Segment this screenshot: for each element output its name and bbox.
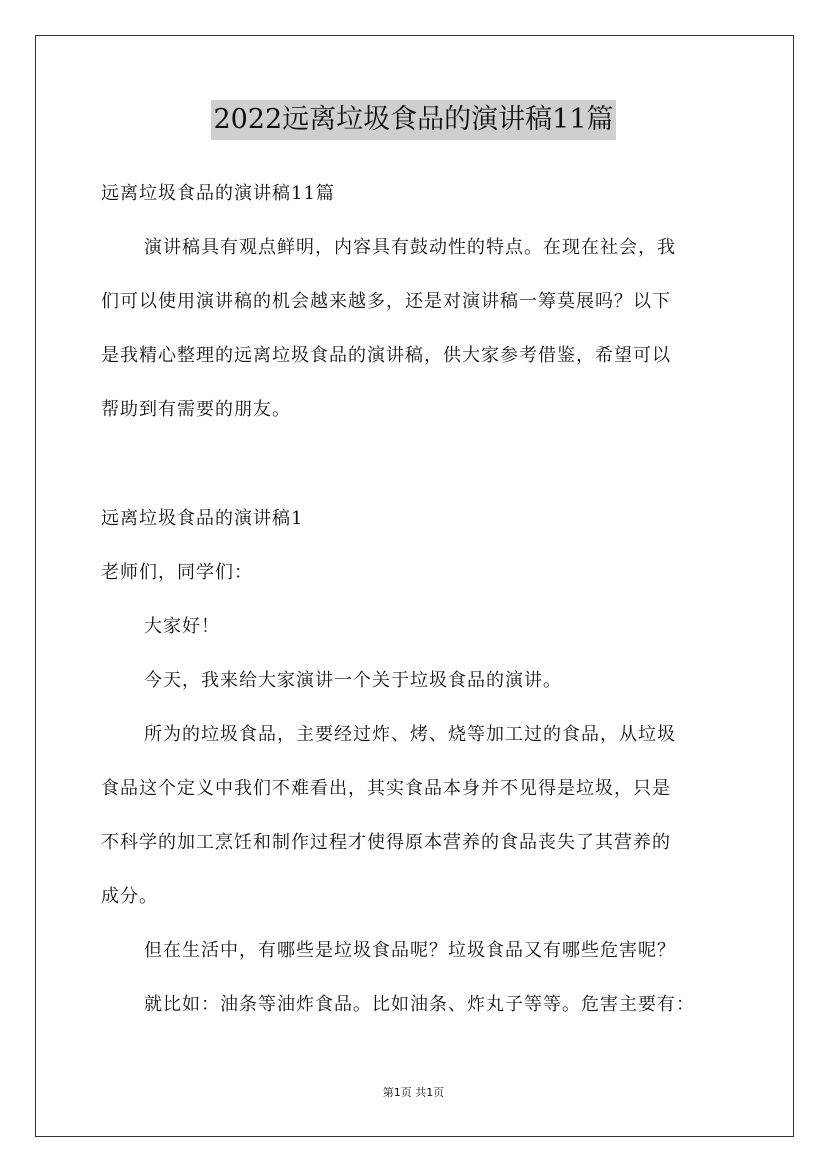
subtitle-line: 远离垃圾食品的演讲稿11篇: [101, 183, 335, 204]
paragraph-line: 食品这个定义中我们不难看出，其实食品本身并不见得是垃圾，只是: [101, 778, 671, 799]
title-container: [0, 100, 827, 140]
paragraph-line: 演讲稿具有观点鲜明，内容具有鼓动性的特点。在现在社会，我: [144, 237, 676, 258]
paragraph-line: 不科学的加工烹饪和制作过程才使得原本营养的食品丧失了其营养的: [101, 832, 671, 853]
greeting-line: 大家好！: [144, 616, 220, 637]
page-footer: 第1页 共1页: [382, 1086, 445, 1099]
paragraph-line: 帮助到有需要的朋友。: [101, 399, 291, 420]
paragraph-line: 就比如：油条等油炸食品。比如油条、炸丸子等等。危害主要有：: [144, 994, 695, 1015]
document-title: 2022远离垃圾食品的演讲稿11篇: [211, 100, 615, 140]
paragraph-line: 所为的垃圾食品，主要经过炸、烤、烧等加工过的食品，从垃圾: [144, 724, 676, 745]
paragraph-line: 是我精心整理的远离垃圾食品的演讲稿，供大家参考借鉴，希望可以: [101, 345, 671, 366]
salutation-line: 老师们，同学们：: [101, 562, 253, 583]
section-heading: 远离垃圾食品的演讲稿1: [101, 508, 304, 529]
paragraph-line: 今天，我来给大家演讲一个关于垃圾食品的演讲。: [144, 670, 562, 691]
paragraph-line: 但在生活中，有哪些是垃圾食品呢？垃圾食品又有哪些危害呢？: [144, 940, 676, 961]
paragraph-line: 成分。: [101, 886, 158, 907]
paragraph-line: 们可以使用演讲稿的机会越来越多，还是对演讲稿一筹莫展吗？以下: [101, 291, 671, 312]
